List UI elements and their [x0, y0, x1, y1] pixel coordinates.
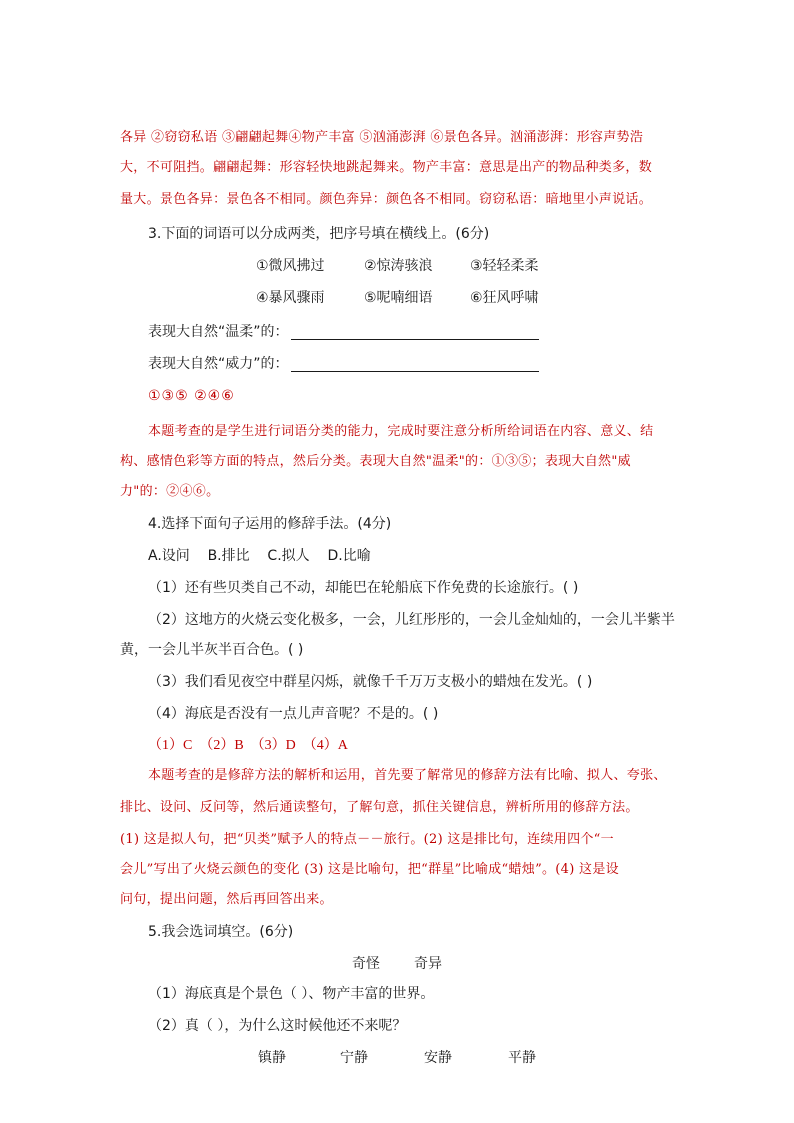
q4-sentence: 黄，一会儿半灰半百合色。( ) — [120, 642, 304, 658]
explanation-line: 大，不可阻挡。翩翩起舞：形容轻快地跳起舞来。物产丰富：意思是出产的物品种类多，数 — [120, 160, 653, 175]
q4-sentence: （3）我们看见夜空中群星闪烁，就像千千万万支极小的蜡烛在发光。( ) — [148, 674, 593, 690]
explanation-line: 构、感情色彩等方面的特点，然后分类。表现大自然"温柔"的：①③⑤；表现大自然"威 — [120, 454, 631, 469]
q3-power-row — [148, 354, 539, 374]
explanation-line: 各异 ②窃窃私语 ③翩翩起舞④物产丰富 ⑤汹涌澎湃 ⑥景色各异。汹涌澎湃：形容声势浩 — [120, 130, 644, 145]
q5-word: 奇怪 — [352, 956, 380, 972]
q4-answer: （1）C （2）B （3）D （4）A — [148, 738, 348, 753]
q4-choices: A.设问 B.排比 C.拟人 D.比喻 — [148, 548, 371, 564]
question-5-title: 5.我会选词填空。(6分) — [148, 924, 294, 940]
q5-word: 平静 — [508, 1050, 536, 1066]
explanation-line: 本题考查的是学生进行词语分类的能力，完成时要注意分析所给词语在内容、意义、结 — [148, 424, 654, 439]
q3-option: ⑥狂风呼啸 — [470, 290, 539, 306]
q3-option: ⑤呢喃细语 — [364, 290, 433, 306]
q3-answer: ①③⑤ ②④⑥ — [148, 388, 235, 404]
q5-sentence: （1）海底真是个景色（ ）、物产丰富的世界。 — [148, 986, 435, 1002]
q4-sentence: （4）海底是否没有一点儿声音呢？不是的。( ) — [148, 706, 439, 722]
q5-sentence: （2）真（ ），为什么这时候他还不来呢？ — [148, 1018, 407, 1034]
q3-power-blank[interactable] — [291, 357, 539, 372]
q3-option: ④暴风骤雨 — [256, 290, 325, 306]
q4-sentence: （2）这地方的火烧云变化极多，一会，儿红彤彤的，一会儿金灿灿的，一会儿半紫半 — [148, 612, 675, 628]
q5-word: 宁静 — [340, 1050, 368, 1066]
explanation-line: 力"的：②④⑥。 — [120, 484, 220, 499]
q3-power-label: 表现大自然“威力”的： — [148, 356, 289, 372]
q3-option: ③轻轻柔柔 — [470, 258, 539, 274]
q4-sentence: （1）还有些贝类自己不动，却能巴在轮船底下作免费的长途旅行。( ) — [148, 580, 579, 596]
explanation-line: 排比、设问、反问等，然后通读整句，了解句意，抓住关键信息，辨析所用的修辞方法。 — [120, 800, 639, 815]
q3-option: ②惊涛骇浪 — [364, 258, 433, 274]
explanation-line: 本题考查的是修辞方法的解析和运用，首先要了解常见的修辞方法有比喻、拟人、夸张、 — [148, 768, 667, 783]
q5-word: 安静 — [424, 1050, 452, 1066]
q3-gentle-blank[interactable] — [291, 325, 539, 340]
question-4-title: 4.选择下面句子运用的修辞手法。(4分) — [148, 516, 392, 532]
q5-word: 镇静 — [258, 1050, 286, 1066]
explanation-line: (1) 这是拟人句，把“贝类”赋予人的特点－－旅行。(2) 这是排比句，连续用四个“一 — [120, 832, 614, 847]
q3-gentle-row — [148, 322, 539, 342]
q3-gentle-label: 表现大自然“温柔”的： — [148, 324, 289, 340]
explanation-line: 会儿”写出了火烧云颜色的变化 (3) 这是比喻句，把“群星”比喻成“蜡烛”。(4) 这是设 — [120, 862, 619, 877]
explanation-line: 问句，提出问题，然后再回答出来。 — [120, 892, 333, 907]
explanation-line: 量大。景色各异：景色各不相同。颜色奔异：颜色各不相同。窃窃私语：暗地里小声说话。 — [120, 192, 653, 207]
q5-word: 奇异 — [414, 956, 442, 972]
question-3-title: 3.下面的词语可以分成两类，把序号填在横线上。(6分) — [148, 226, 490, 242]
q3-option: ①微风拂过 — [256, 258, 325, 274]
